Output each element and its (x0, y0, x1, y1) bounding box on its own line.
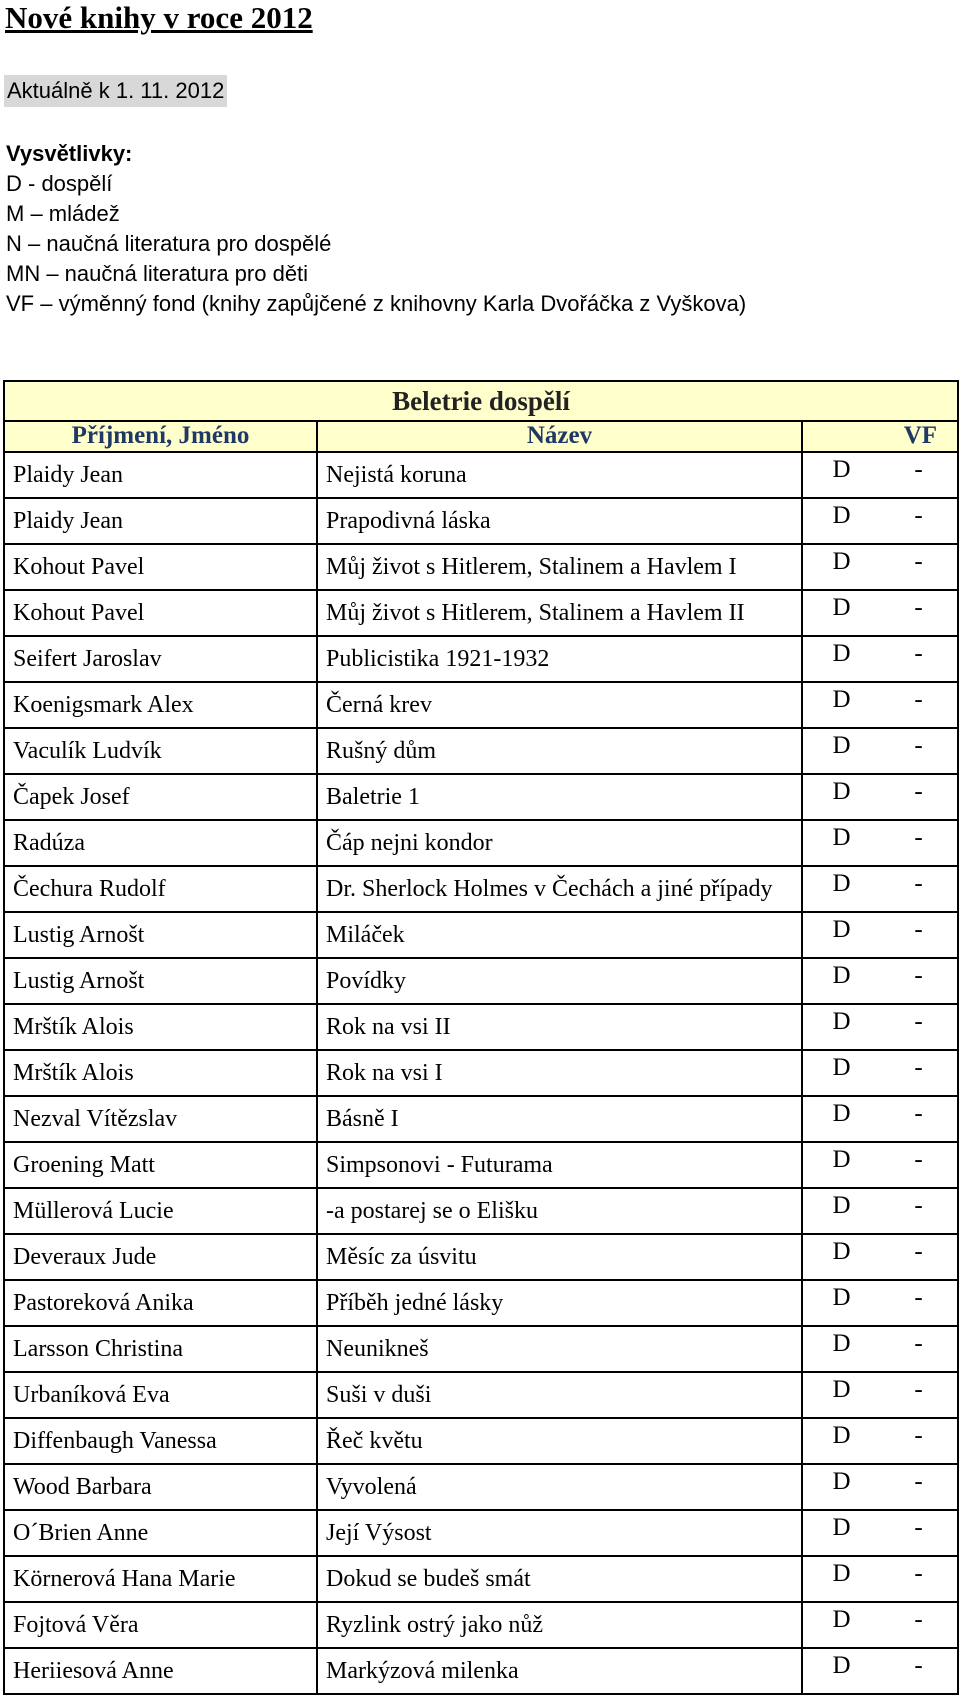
table-row (4, 1142, 958, 1188)
legend-item: M – mládež (6, 201, 120, 226)
title-cell: Nejistá koruna (317, 452, 802, 498)
header-author: Příjmení, Jméno (4, 421, 317, 452)
title-cell: Povídky (317, 958, 802, 1004)
author-cell: Plaidy Jean (4, 498, 317, 544)
table-row (4, 1326, 958, 1372)
category-cell: D (802, 774, 880, 820)
page-title: Nové knihy v roce 2012 (5, 0, 313, 35)
author-cell: Seifert Jaroslav (4, 636, 317, 682)
category-cell: D (802, 1602, 880, 1648)
category-cell: D (802, 1510, 880, 1556)
vf-cell: - (880, 452, 958, 498)
title-cell: Měsíc za úsvitu (317, 1234, 802, 1280)
title-cell: Rok na vsi I (317, 1050, 802, 1096)
title-cell: Prapodivná láska (317, 498, 802, 544)
table-row (4, 452, 958, 498)
category-cell: D (802, 544, 880, 590)
title-cell: Můj život s Hitlerem, Stalinem a Havlem I (317, 544, 802, 590)
legend (6, 139, 746, 319)
author-cell: Deveraux Jude (4, 1234, 317, 1280)
vf-cell: - (880, 912, 958, 958)
title-cell: Neunikneš (317, 1326, 802, 1372)
author-cell: Vaculík Ludvík (4, 728, 317, 774)
author-cell: Čapek Josef (4, 774, 317, 820)
vf-cell: - (880, 1234, 958, 1280)
legend-item: VF – výměnný fond (knihy zapůjčené z knihovny Karla Dvořáčka z Vyškova) (6, 291, 747, 316)
category-cell: D (802, 820, 880, 866)
table-row (4, 728, 958, 774)
legend-item: MN – naučná literatura pro děti (6, 261, 309, 286)
title-cell: Simpsonovi - Futurama (317, 1142, 802, 1188)
category-cell: D (802, 728, 880, 774)
author-cell: Čechura Rudolf (4, 866, 317, 912)
table-row (4, 544, 958, 590)
title-cell: -a postarej se o Elišku (317, 1188, 802, 1234)
vf-cell: - (880, 866, 958, 912)
title-cell: Miláček (317, 912, 802, 958)
category-cell: D (802, 1050, 880, 1096)
category-cell: D (802, 590, 880, 636)
vf-cell: - (880, 1096, 958, 1142)
vf-cell: - (880, 544, 958, 590)
category-cell: D (802, 866, 880, 912)
title-cell: Vyvolená (317, 1464, 802, 1510)
title-cell: Příběh jedné lásky (317, 1280, 802, 1326)
author-cell: Plaidy Jean (4, 452, 317, 498)
author-cell: Diffenbaugh Vanessa (4, 1418, 317, 1464)
title-cell: Řeč květu (317, 1418, 802, 1464)
author-cell: Nezval Vítězslav (4, 1096, 317, 1142)
vf-cell: - (880, 958, 958, 1004)
book-rows (4, 452, 958, 1694)
author-cell: Urbaníková Eva (4, 1372, 317, 1418)
author-cell: O´Brien Anne (4, 1510, 317, 1556)
vf-cell: - (880, 1280, 958, 1326)
table-row (4, 912, 958, 958)
vf-cell: - (880, 1004, 958, 1050)
title-cell: Můj život s Hitlerem, Stalinem a Havlem II (317, 590, 802, 636)
vf-cell: - (880, 1418, 958, 1464)
category-cell: D (802, 912, 880, 958)
vf-cell: - (880, 1188, 958, 1234)
table-row (4, 636, 958, 682)
category-cell: D (802, 1464, 880, 1510)
title-cell: Rok na vsi II (317, 1004, 802, 1050)
table-row (4, 1602, 958, 1648)
title-cell: Její Výsost (317, 1510, 802, 1556)
category-cell: D (802, 1142, 880, 1188)
author-cell: Müllerová Lucie (4, 1188, 317, 1234)
author-cell: Groening Matt (4, 1142, 317, 1188)
table-row (4, 820, 958, 866)
table-row (4, 1418, 958, 1464)
category-cell: D (802, 1648, 880, 1694)
table-row (4, 1648, 958, 1694)
vf-cell: - (880, 1142, 958, 1188)
vf-cell: - (880, 498, 958, 544)
vf-cell: - (880, 820, 958, 866)
title-cell: Suši v duši (317, 1372, 802, 1418)
category-cell: D (802, 1326, 880, 1372)
title-cell: Ryzlink ostrý jako nůž (317, 1602, 802, 1648)
table-row (4, 866, 958, 912)
category-cell: D (802, 1188, 880, 1234)
title-cell: Černá krev (317, 682, 802, 728)
author-cell: Kohout Pavel (4, 590, 317, 636)
title-cell: Rušný dům (317, 728, 802, 774)
author-cell: Larsson Christina (4, 1326, 317, 1372)
category-cell: D (802, 682, 880, 728)
section-title: Beletrie dospělí (4, 381, 958, 421)
category-cell: D (802, 498, 880, 544)
category-cell: D (802, 1280, 880, 1326)
category-cell: D (802, 958, 880, 1004)
table-row (4, 1280, 958, 1326)
books-table (3, 380, 959, 1695)
table-row (4, 1234, 958, 1280)
table-row (4, 958, 958, 1004)
author-cell: Mrštík Alois (4, 1004, 317, 1050)
header-category (802, 421, 880, 452)
category-cell: D (802, 636, 880, 682)
vf-cell: - (880, 1556, 958, 1602)
title-cell: Baletrie 1 (317, 774, 802, 820)
updated-date: Aktuálně k 1. 11. 2012 (4, 75, 227, 107)
vf-cell: - (880, 1372, 958, 1418)
vf-cell: - (880, 1602, 958, 1648)
table-row (4, 1004, 958, 1050)
legend-item: D - dospělí (6, 171, 113, 196)
vf-cell: - (880, 1326, 958, 1372)
category-cell: D (802, 1096, 880, 1142)
table-row (4, 774, 958, 820)
table-row (4, 1372, 958, 1418)
vf-cell: - (880, 1464, 958, 1510)
title-cell: Čáp nejni kondor (317, 820, 802, 866)
title-cell: Dr. Sherlock Holmes v Čechách a jiné případy (317, 866, 802, 912)
title-cell: Básně I (317, 1096, 802, 1142)
vf-cell: - (880, 590, 958, 636)
author-cell: Pastoreková Anika (4, 1280, 317, 1326)
vf-cell: - (880, 1510, 958, 1556)
category-cell: D (802, 1234, 880, 1280)
vf-cell: - (880, 728, 958, 774)
author-cell: Wood Barbara (4, 1464, 317, 1510)
category-cell: D (802, 452, 880, 498)
title-cell: Dokud se budeš smát (317, 1556, 802, 1602)
vf-cell: - (880, 636, 958, 682)
author-cell: Lustig Arnošt (4, 958, 317, 1004)
category-cell: D (802, 1004, 880, 1050)
vf-cell: - (880, 1050, 958, 1096)
header-vf: VF (880, 421, 958, 452)
author-cell: Kohout Pavel (4, 544, 317, 590)
vf-cell: - (880, 682, 958, 728)
table-row (4, 1556, 958, 1602)
author-cell: Körnerová Hana Marie (4, 1556, 317, 1602)
author-cell: Mrštík Alois (4, 1050, 317, 1096)
title-cell: Publicistika 1921-1932 (317, 636, 802, 682)
table-row (4, 1188, 958, 1234)
table-row (4, 1464, 958, 1510)
category-cell: D (802, 1418, 880, 1464)
header-title: Název (317, 421, 802, 452)
author-cell: Lustig Arnošt (4, 912, 317, 958)
table-row (4, 682, 958, 728)
title-cell: Markýzová milenka (317, 1648, 802, 1694)
author-cell: Koenigsmark Alex (4, 682, 317, 728)
table-row (4, 590, 958, 636)
category-cell: D (802, 1372, 880, 1418)
table-row (4, 1096, 958, 1142)
table-row (4, 1050, 958, 1096)
vf-cell: - (880, 774, 958, 820)
table-row (4, 498, 958, 544)
author-cell: Fojtová Věra (4, 1602, 317, 1648)
category-cell: D (802, 1556, 880, 1602)
legend-item: N – naučná literatura pro dospělé (6, 231, 332, 256)
legend-title: Vysvětlivky: (6, 141, 133, 166)
author-cell: Radúza (4, 820, 317, 866)
author-cell: Heriiesová Anne (4, 1648, 317, 1694)
vf-cell: - (880, 1648, 958, 1694)
